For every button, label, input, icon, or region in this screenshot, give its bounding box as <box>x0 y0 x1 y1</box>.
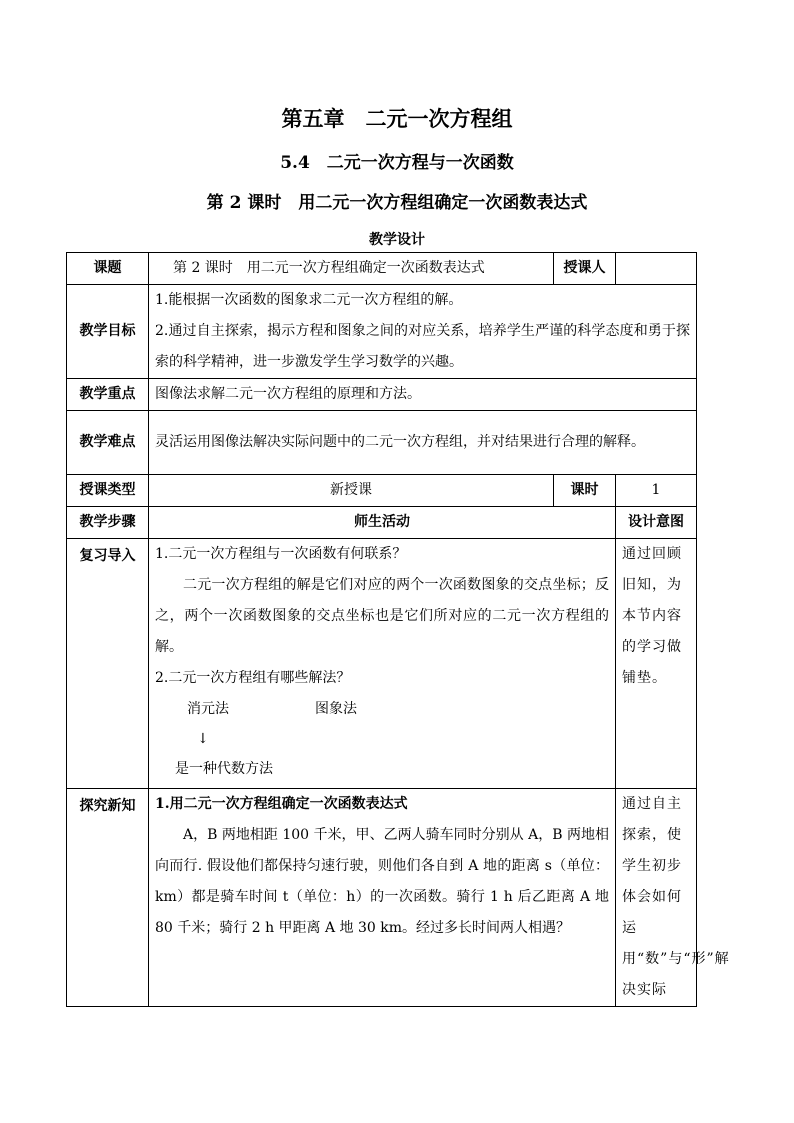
row-type <box>67 475 697 507</box>
row-review <box>67 539 697 789</box>
row-difficulty <box>67 411 697 475</box>
row-key <box>67 379 697 411</box>
explore-problem: A，B 两地相距 100 千米，甲、乙两人骑车同时分别从 A，B 两地相向而行. 假设他们都保持匀速行驶，则他们各自到 A 地的距离 s（单位：km）都是骑车时间 t（单位：h）的一次函数。骑行 1 h 后乙距离 A 地 80 千米；骑行 2 h 甲距离 A 地 30 km。经过多长时间两人相遇？ <box>155 827 609 936</box>
explore-heading: 1.用二元一次方程组确定一次函数表达式 <box>155 796 408 812</box>
design-title: 教学设计 <box>369 232 425 248</box>
method-elimination: 消元法 <box>187 701 229 717</box>
row-topic <box>67 253 697 285</box>
hours-label: 课时 <box>554 475 616 507</box>
methods-line <box>155 694 609 725</box>
topic-label: 课题 <box>67 253 149 285</box>
topic-value: 第 2 课时 用二元一次方程组确定一次函数表达式 <box>149 253 554 285</box>
activity-header: 师生活动 <box>149 507 616 539</box>
goal-2: 2.通过自主探索，揭示方程和图象之间的对应关系，培养学生严谨的科学态度和勇于探索的科学精神，进一步激发学生学习数学的兴趣。 <box>155 323 690 370</box>
explore-content <box>149 789 616 1007</box>
hours-value: 1 <box>616 475 697 507</box>
row-header <box>67 507 697 539</box>
difficulty-value: 灵活运用图像法解决实际问题中的二元一次方程组，并对结果进行合理的解释。 <box>149 411 697 475</box>
row-explore <box>67 789 697 1007</box>
lesson-title: 第 2 课时 用二元一次方程组确定一次函数表达式 <box>206 193 588 213</box>
goal-1: 1.能根据一次函数的图象求二元一次方程组的解。 <box>155 292 463 308</box>
goals-label: 教学目标 <box>67 285 149 379</box>
key-label: 教学重点 <box>67 379 149 411</box>
review-a1: 二元一次方程组的解是它们对应的两个一次函数图象的交点坐标；反之，两个一次函数图象的交点坐标也是它们所对应的二元一次方程组的解。 <box>155 577 609 655</box>
lesson-plan-table <box>66 252 730 1007</box>
row-goals <box>67 285 697 379</box>
type-label: 授课类型 <box>67 475 149 507</box>
method-conclusion: 是一种代数方法 <box>175 761 273 777</box>
difficulty-label: 教学难点 <box>67 411 149 475</box>
goals-content <box>149 285 697 379</box>
teacher-value <box>616 253 697 285</box>
teacher-label: 授课人 <box>554 253 616 285</box>
review-content <box>149 539 616 789</box>
review-intent: 通过回顾旧知，为本节内容的学习做铺垫。 <box>616 539 697 789</box>
down-arrow-icon: ↓ <box>197 731 209 747</box>
section-title: 5.4 二元一次方程与一次函数 <box>280 153 514 173</box>
review-q1: 1.二元一次方程组与一次函数有何联系？ <box>155 546 407 562</box>
review-q2: 2.二元一次方程组有哪些解法？ <box>155 670 351 686</box>
steps-header: 教学步骤 <box>67 507 149 539</box>
key-value: 图像法求解二元一次方程组的原理和方法。 <box>149 379 697 411</box>
explore-step: 探究新知 <box>67 789 149 1007</box>
chapter-title: 第五章 二元一次方程组 <box>281 106 513 131</box>
method-graph: 图象法 <box>315 701 357 717</box>
explore-intent: 通过自主探索，使学生初步体会如何运用“数”与“形”解决实际 <box>616 789 697 1007</box>
type-value: 新授课 <box>149 475 554 507</box>
intent-header: 设计意图 <box>616 507 697 539</box>
review-step: 复习导入 <box>67 539 149 789</box>
